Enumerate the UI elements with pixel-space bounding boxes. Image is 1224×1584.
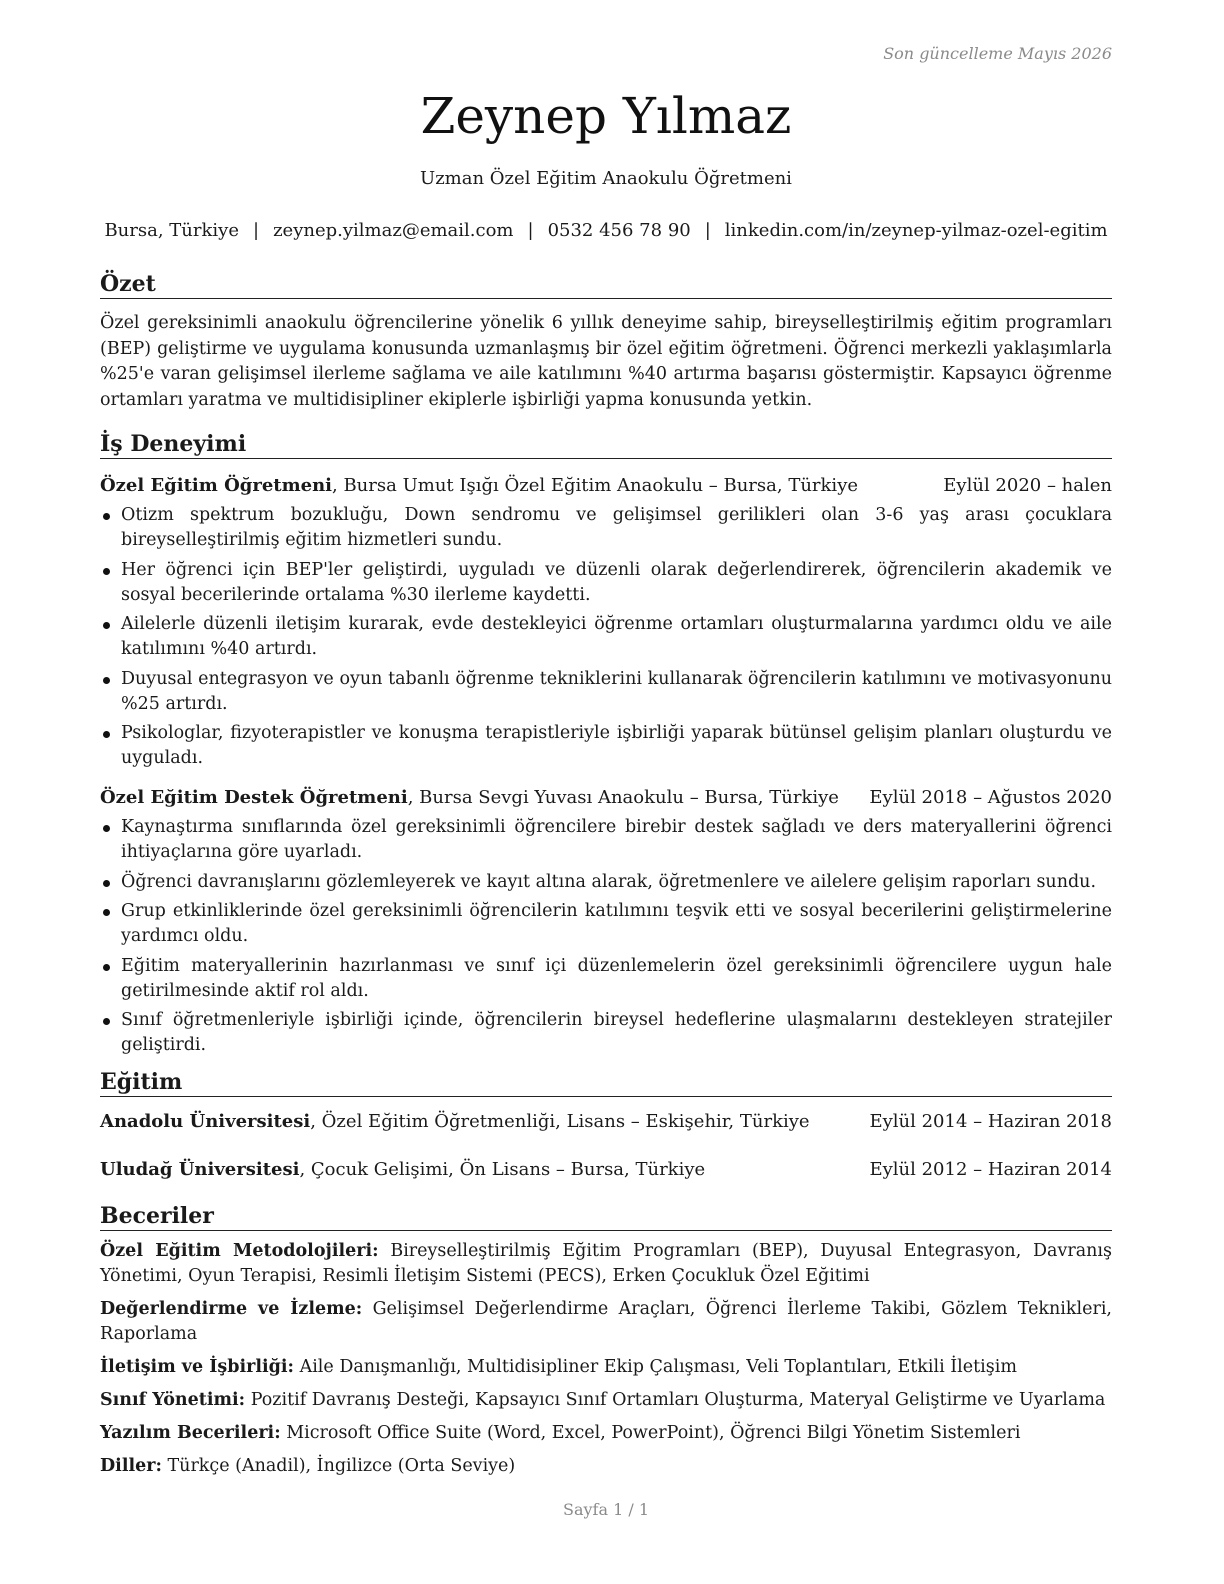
job-bullet: Sınıf öğretmenleriyle işbirliği içinde, öğrencilerin bireysel hedeflerine ulaşmalarını destekleyen stratejiler geliştirdi. (100, 1008, 1112, 1058)
skill-line (100, 1355, 1112, 1380)
skills-section (100, 1202, 1112, 1479)
contact-location: Bursa, Türkiye (104, 220, 239, 241)
education-school: Uludağ Üniversitesi (100, 1159, 300, 1180)
contact-email[interactable]: zeynep.yilmaz@email.com (273, 220, 514, 241)
skill-label: Değerlendirme ve İzleme: (100, 1299, 363, 1319)
education-detail: , Özel Eğitim Öğretmenliği, Lisans – Eskişehir, Türkiye (310, 1111, 810, 1132)
job-bullets (100, 815, 1112, 1058)
job-entry (100, 473, 1112, 771)
section-heading-skills: Beceriler (100, 1202, 1112, 1231)
contact-linkedin[interactable]: linkedin.com/in/zeynep-yilmaz-ozel-egitim (724, 220, 1108, 241)
page-number: Sayfa 1 / 1 (562, 1500, 649, 1519)
job-organization: , Bursa Sevgi Yuvası Anaokulu – Bursa, Türkiye (407, 787, 839, 808)
contact-separator: | (252, 220, 260, 241)
contact-separator: | (527, 220, 534, 241)
education-section (100, 1068, 1112, 1183)
job-entry (100, 785, 1112, 1058)
job-bullet: Kaynaştırma sınıflarında özel gereksinimli öğrencilere birebir destek sağladı ve ders materyallerini öğrenci ihtiyaçlarına göre uyarladı. (100, 815, 1112, 865)
summary-section (100, 270, 1112, 413)
job-bullet: Otizm spektrum bozukluğu, Down sendromu ve gelişimsel gerilikleri olan 3-6 yaş arası çocuklara bireyselleştirilmiş eğitim hizmetleri sundu. (100, 503, 1112, 553)
skill-line (100, 1454, 1112, 1479)
job-bullet: Ailelerle düzenli iletişim kurarak, evde destekleyici öğrenme ortamları oluşturmalarına yardımcı oldu ve aile katılımını %40 artırdı. (100, 612, 1112, 662)
job-role: Özel Eğitim Öğretmeni (100, 475, 333, 496)
job-bullet: Duyusal entegrasyon ve oyun tabanlı öğrenme tekniklerini kullanarak öğrencilerin katılımını ve motivasyonunu %25 artırdı. (100, 667, 1112, 717)
job-header (100, 473, 1112, 499)
job-bullet: Her öğrenci için BEP'ler geliştirdi, uyguladı ve düzenli olarak değerlendirerek, öğrencilerin akademik ve sosyal becerilerinde ortalama %30 ilerleme kaydetti. (100, 558, 1112, 608)
education-item (100, 1157, 1112, 1183)
education-dates: Eylül 2012 – Haziran 2014 (869, 1159, 1112, 1180)
skill-line (100, 1421, 1112, 1446)
education-dates: Eylül 2014 – Haziran 2018 (869, 1111, 1112, 1132)
candidate-name: Zeynep Yılmaz (420, 87, 792, 145)
skill-label: Yazılım Becerileri: (100, 1423, 281, 1443)
job-bullet: Eğitim materyallerinin hazırlanması ve sınıf içi düzenlemelerin özel gereksinimli öğrencilere uygun hale getirilmesinde aktif rol aldı. (100, 954, 1112, 1004)
resume-page (100, 0, 1112, 1584)
job-dates: Eylül 2020 – halen (943, 475, 1112, 496)
candidate-title: Uzman Özel Eğitim Anaokulu Öğretmeni (420, 168, 792, 189)
skill-label: Özel Eğitim Metodolojileri: (100, 1241, 379, 1261)
education-detail: , Çocuk Gelişimi, Ön Lisans – Bursa, Türkiye (299, 1159, 706, 1180)
job-bullet: Psikologlar, fizyoterapistler ve konuşma terapistleriyle işbirliği yaparak bütünsel gelişim planları oluşturdu ve uyguladı. (100, 721, 1112, 771)
experience-section (100, 430, 1112, 1063)
skill-line (100, 1388, 1112, 1413)
contact-phone[interactable]: 0532 456 78 90 (547, 220, 691, 241)
skill-text: Aile Danışmanlığı, Multidisipliner Ekip Çalışması, Veli Toplantıları, Etkili İletişim (294, 1357, 1017, 1377)
section-heading-summary: Özet (100, 270, 1112, 299)
skill-line (100, 1239, 1112, 1289)
section-heading-experience: İş Deneyimi (100, 430, 1112, 459)
contact-line (100, 218, 1112, 244)
job-role: Özel Eğitim Destek Öğretmeni (100, 787, 408, 808)
education-school: Anadolu Üniversitesi (100, 1111, 311, 1132)
skill-text: Gelişimsel Değerlendirme Araçları, Öğrenci İlerleme Takibi, Gözlem Teknikleri, Raporlama (100, 1299, 1112, 1344)
skill-line (100, 1297, 1112, 1347)
skill-text: Pozitif Davranış Desteği, Kapsayıcı Sınıf Ortamları Oluşturma, Materyal Geliştirme ve Uyarlama (245, 1390, 1106, 1410)
education-item (100, 1109, 1112, 1135)
last-updated: Son güncelleme Mayıs 2026 (883, 44, 1112, 63)
section-heading-education: Eğitim (100, 1068, 1112, 1097)
skill-label: Sınıf Yönetimi: (100, 1390, 246, 1410)
skill-text: Türkçe (Anadil), İngilizce (Orta Seviye) (161, 1456, 516, 1476)
summary-text: Özel gereksinimli anaokulu öğrencilerine yönelik 6 yıllık deneyime sahip, bireyselleştirilmiş eğitim programları (BEP) geliştirme ve uygulama konusunda uzmanlaşmış bir özel eğitim öğretmeni. Öğrenci merkezli yaklaşımlarla %25'e varan gelişimsel ilerleme sağlama ve aile katılımını %40 artırma başarısı göstermiştir. Kapsayıcı öğrenme ortamları yaratma ve multidisipliner ekiplerle işbirliği yapma konusunda yetkin. (100, 313, 1112, 410)
job-bullet: Öğrenci davranışlarını gözlemleyerek ve kayıt altına alarak, öğretmenlere ve ailelere gelişim raporları sundu. (100, 870, 1112, 895)
skill-text: Bireyselleştirilmiş Eğitim Programları (BEP), Duyusal Entegrasyon, Davranış Yönetimi, Oyun Terapisi, Resimli İletişim Sistemi (PECS), Erken Çocukluk Özel Eğitimi (100, 1241, 1113, 1286)
job-bullets (100, 503, 1112, 771)
job-bullet: Grup etkinliklerinde özel gereksinimli öğrencilerin katılımını teşvik etti ve sosyal becerilerini geliştirmelerine yardımcı oldu. (100, 899, 1112, 949)
job-header (100, 785, 1112, 811)
job-dates: Eylül 2018 – Ağustos 2020 (869, 787, 1112, 808)
contact-separator: | (704, 220, 711, 241)
skill-text: Microsoft Office Suite (Word, Excel, PowerPoint), Öğrenci Bilgi Yönetim Sistemleri (280, 1423, 1021, 1443)
job-organization: , Bursa Umut Işığı Özel Eğitim Anaokulu – Bursa, Türkiye (332, 475, 859, 496)
skill-label: Diller: (100, 1456, 162, 1476)
skill-label: İletişim ve İşbirliği: (100, 1357, 294, 1377)
